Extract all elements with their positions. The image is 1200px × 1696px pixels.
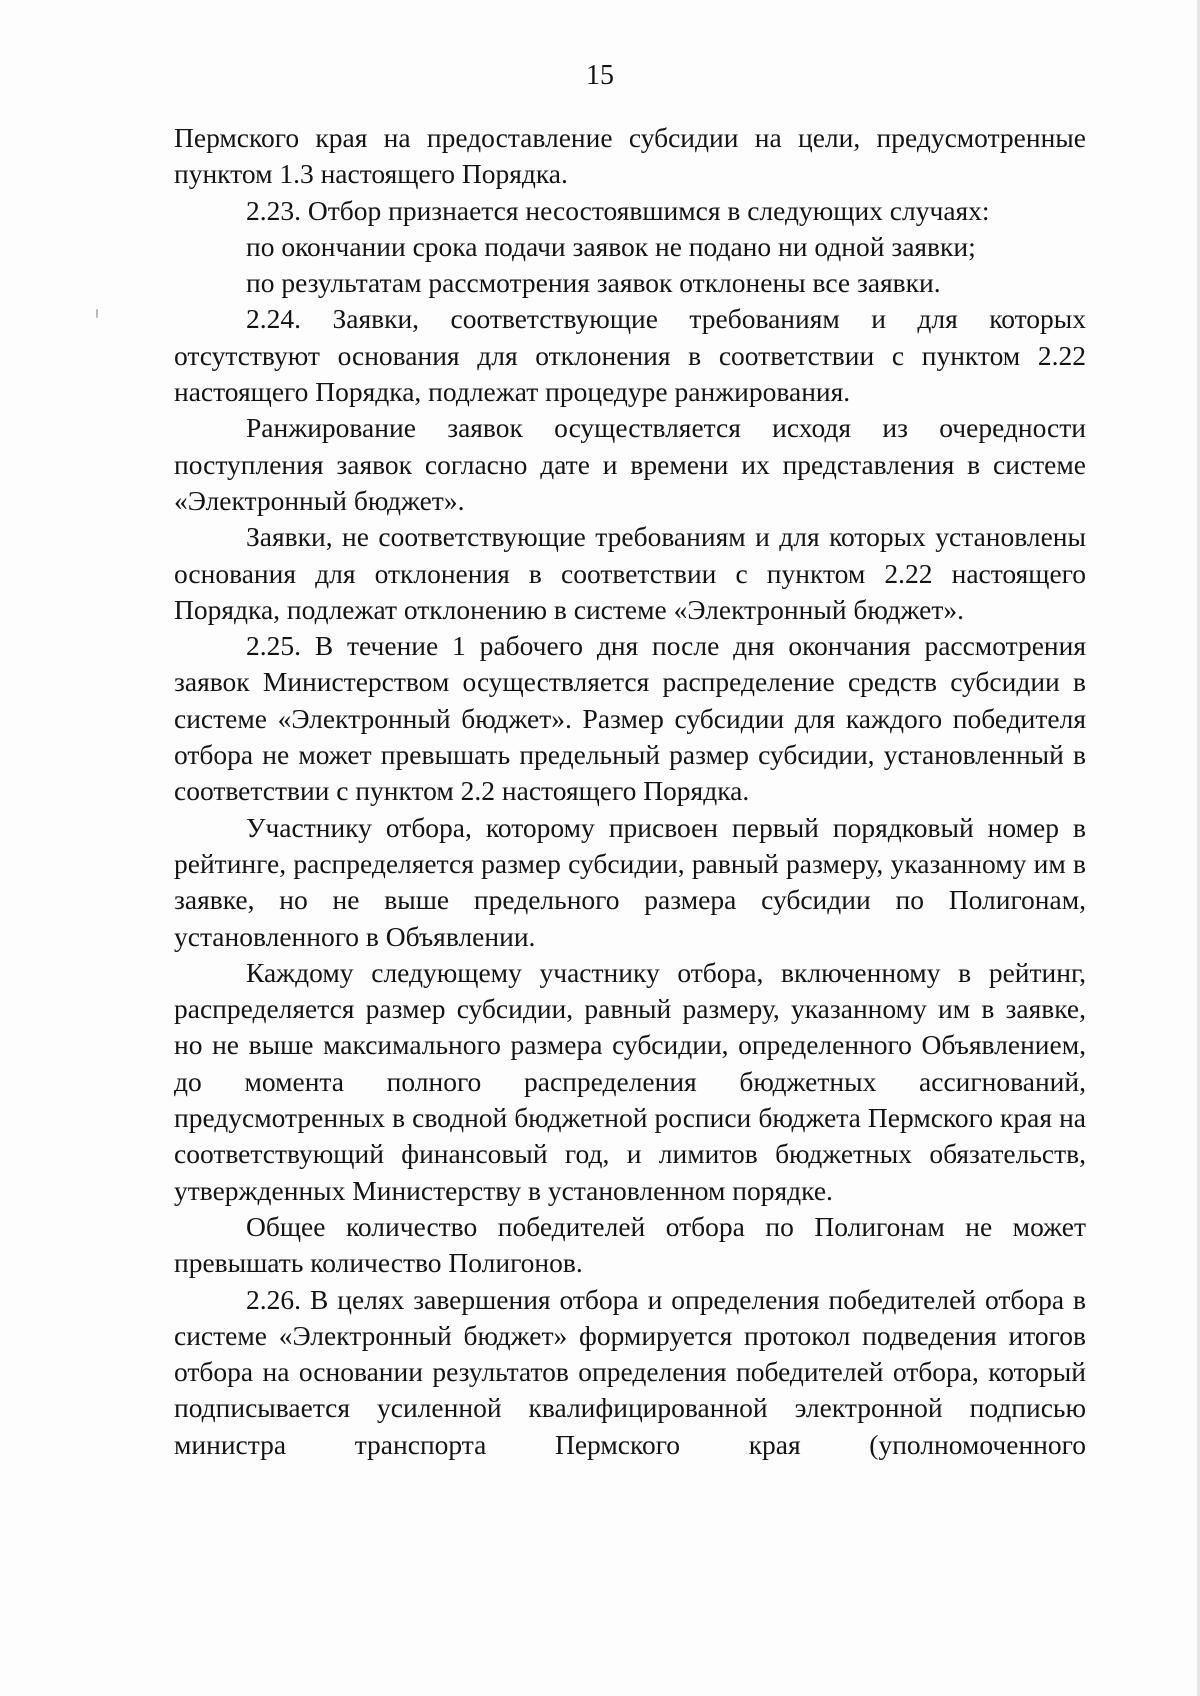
page-number: 15 xyxy=(586,60,614,91)
scan-mark xyxy=(96,309,98,318)
paragraph-2-24: 2.24. Заявки, соответствующие требованиям и для которых отсутствуют основания для отклонения в соответствии с пунктом 2.22 настоящего Порядка, подлежат процедуре ранжирования. xyxy=(174,303,1086,408)
document-body xyxy=(174,120,1086,1463)
paragraph-rejection: Заявки, не соответствующие требованиям и для которых установлены основания для отклонения в соответствии с пунктом 2.22 настоящего Порядка, подлежат отклонению в системе «Электронный бюджет». xyxy=(174,521,1086,625)
paragraph-ranking: Ранжирование заявок осуществляется исходя из очередности поступления заявок согласно дате и времени их представления в системе «Электронный бюджет». xyxy=(174,412,1086,516)
paragraph-winners-count: Общее количество победителей отбора по Полигонам не может превышать количество Полигонов. xyxy=(174,1210,1086,1279)
paragraph-2-23-case-2: по результатам рассмотрения заявок отклонены все заявки. xyxy=(246,267,941,299)
paragraph-next-participants: Каждому следующему участнику отбора, включенному в рейтинг, распределяется размер субсидии, равный размеру, указанному им в заявке, но не выше максимального размера субсидии, определенного Объявлением, до момента полного распределения бюджетных ассигнований, предусмотренных в сводной бюджетной росписи бюджета Пермского края на соответствующий финансовый год, и лимитов бюджетных обязательств, утвержденных Министерству в установленном порядке. xyxy=(174,956,1086,1206)
paragraph-2-26: 2.26. В целях завершения отбора и определения победителей отбора в системе «Электронный бюджет» формируется протокол подведения итогов отбора на основании результатов определения победителей отбора, который подписывается усиленной квалифицированной электронной подписью министра транспорта Пермского края (уполномоченного xyxy=(174,1283,1086,1460)
paragraph-first-participant: Участнику отбора, которому присвоен первый порядковый номер в рейтинге, распределяется размер субсидии, равный размеру, указанному им в заявке, но не выше предельного размера субсидии по Полигонам, установленного в Объявлении. xyxy=(174,811,1086,952)
paragraph-2-23-case-1: по окончании срока подачи заявок не подано ни одной заявки; xyxy=(246,230,976,262)
paragraph-2-25: 2.25. В течение 1 рабочего дня после дня окончания рассмотрения заявок Министерством осуществляется распределение средств субсидии в системе «Электронный бюджет». Размер субсидии для каждого победителя отбора не может превышать предельный размер субсидии, установленный в соответствии с пунктом 2.2 настоящего Порядка. xyxy=(174,630,1086,807)
paragraph-continuation: Пермского края на предоставление субсидии на цели, предусмотренные пунктом 1.3 настоящего Порядка. xyxy=(174,122,1086,190)
paragraph-2-23: 2.23. Отбор признается несостоявшимся в следующих случаях: xyxy=(246,194,990,226)
